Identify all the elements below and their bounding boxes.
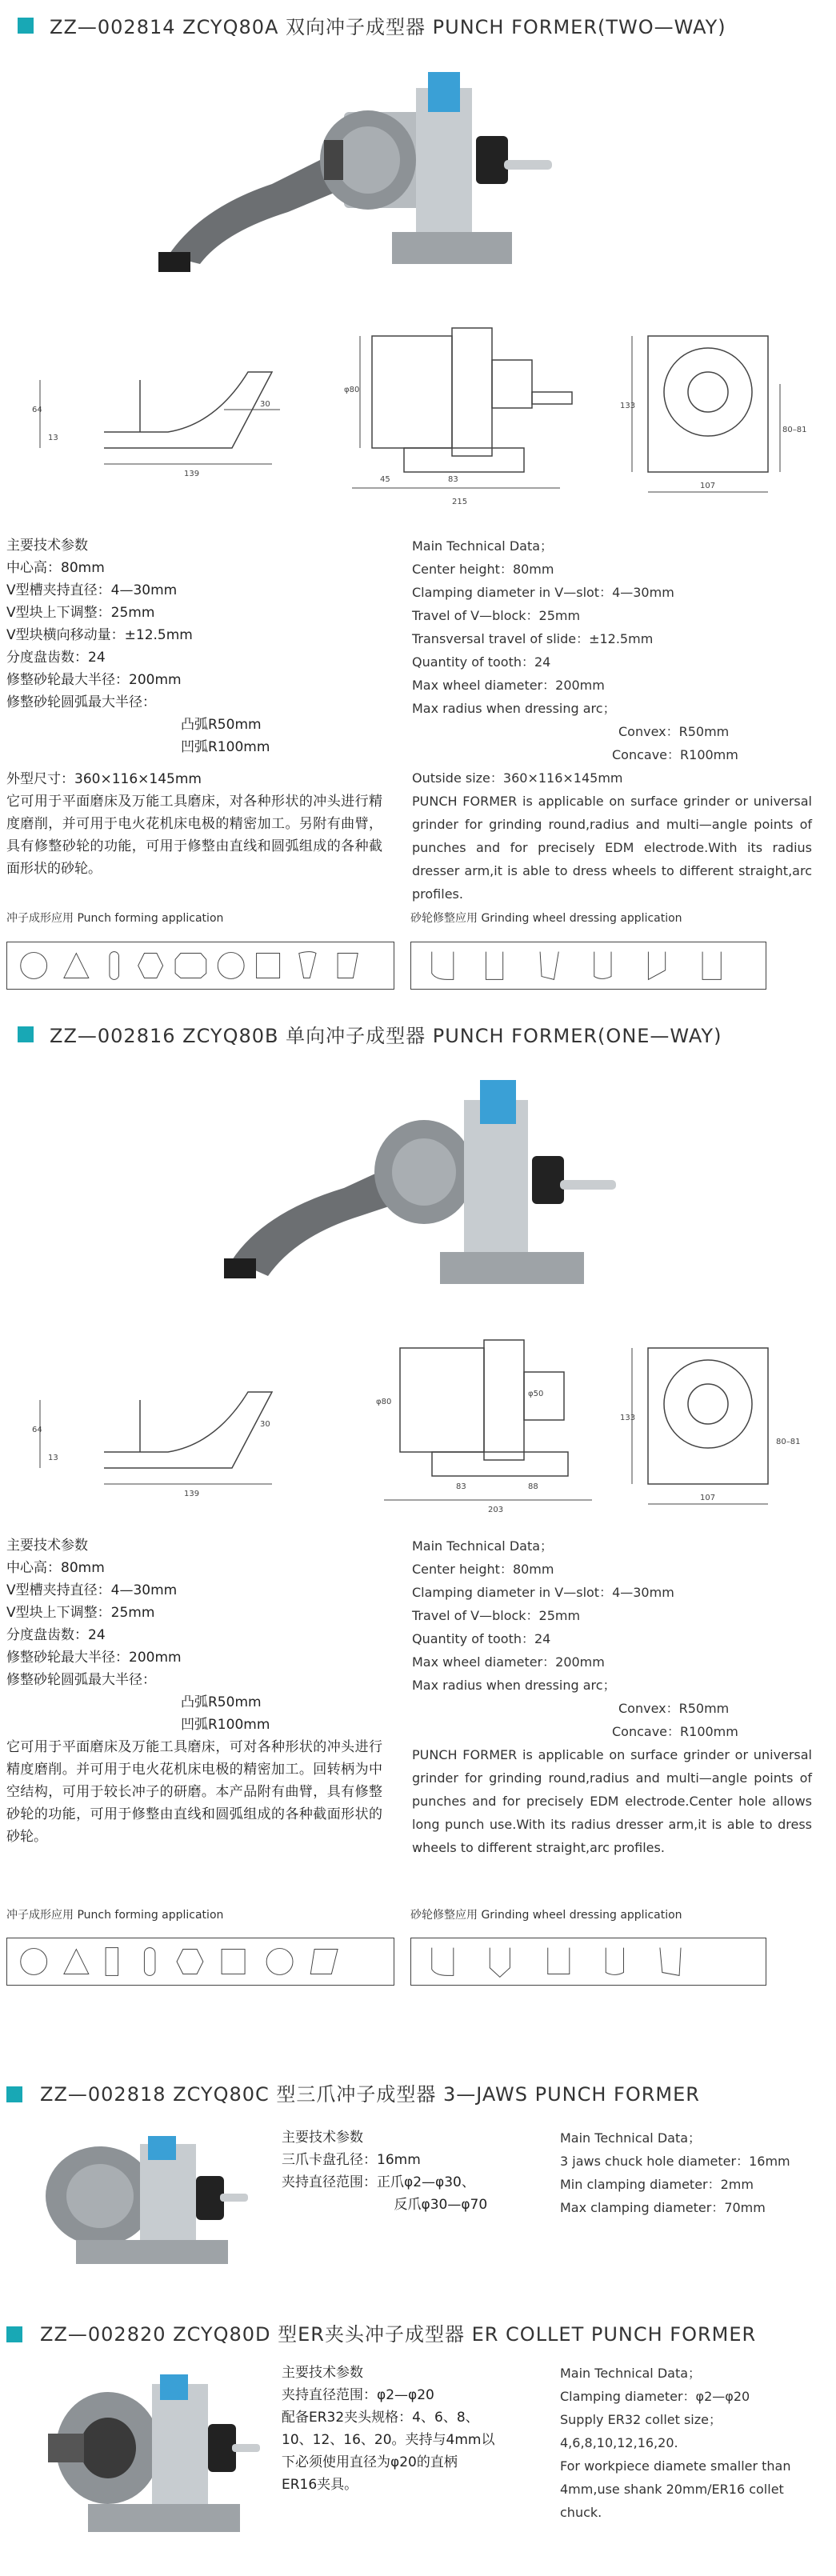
end-view-drawing	[616, 312, 807, 512]
spec-line: 修整砂轮圆弧最大半径：	[6, 694, 156, 710]
spec-line: V型块上下调整：25mm	[6, 605, 155, 621]
spec-line: 凹弧R100mm	[181, 739, 270, 755]
spec-line: 主要技术参数	[282, 2130, 363, 2146]
punch-shape-icon	[266, 1949, 293, 1975]
spec-line: Clamping diameter in V—slot：4—30mm	[412, 585, 674, 600]
side-view-drawing	[32, 320, 296, 480]
tech-data-cn	[6, 534, 382, 880]
punch-shape-icon	[110, 952, 119, 980]
spec-line: 10、12、16、20。夹持与4mm以	[282, 2432, 495, 2448]
dim-label: 45	[380, 475, 390, 484]
side-view-drawing	[32, 1348, 296, 1508]
spec-line: Quantity of tooth：24	[412, 654, 551, 670]
spec-line: Max wheel diameter：200mm	[412, 678, 605, 693]
dim-label: 80–81	[776, 1438, 801, 1446]
section-marker	[18, 18, 34, 34]
punch-shape-icon	[310, 1950, 338, 1974]
spec-line: Center height：80mm	[412, 562, 554, 577]
spec-line: 分度盘齿数：24	[6, 1627, 106, 1643]
punch-shape-icon	[138, 954, 163, 978]
spec-line: Travel of V—block：25mm	[412, 1608, 581, 1623]
section-marker	[6, 2326, 22, 2342]
wheel-profile-icon	[660, 1948, 681, 1976]
wheel-profile-icon	[702, 952, 721, 980]
spec-line: 夹持直径范围：正爪φ2—φ30、	[282, 2174, 475, 2190]
punch-former-photo	[224, 1068, 640, 1292]
wheel-profile-icon	[540, 952, 558, 980]
section-title: ZZ—002820 ZCYQ80D 型ER夹头冲子成型器 ER COLLET PUNCH FORMER	[40, 2323, 757, 2346]
punch-shapes-strip	[6, 1938, 394, 1986]
spec-line: 修整砂轮最大半径：200mm	[6, 672, 182, 688]
spec-line: For workpiece diamete smaller than	[560, 2458, 791, 2474]
dim-label: 80–81	[782, 426, 807, 434]
punch-application-label: 冲子成形应用 Punch forming application	[6, 1909, 224, 1922]
punch-shape-icon	[299, 952, 316, 978]
spec-line: 凹弧R100mm	[181, 1717, 270, 1733]
dim-label: 30	[260, 1420, 270, 1429]
spec-line: Convex：R50mm	[618, 1701, 730, 1716]
punch-shape-icon	[64, 954, 89, 978]
wheel-profile-icon	[490, 1948, 510, 1978]
spec-line: V型块上下调整：25mm	[6, 1605, 155, 1621]
dim-label: 13	[48, 1454, 58, 1462]
spec-line: Main Technical Data；	[412, 538, 554, 554]
punch-shape-icon	[257, 954, 280, 978]
punch-shape-icon	[338, 954, 358, 978]
spec-line: 三爪卡盘孔径：16mm	[282, 2152, 421, 2168]
wheel-profile-icon	[606, 1948, 623, 1975]
spec-line: 凸弧R50mm	[181, 1694, 262, 1710]
dim-label: φ80	[344, 386, 360, 394]
spec-line: Max clamping diameter：70mm	[560, 2200, 766, 2215]
punch-shape-icon	[21, 1949, 47, 1975]
spec-line: Quantity of tooth：24	[412, 1631, 551, 1646]
wheel-application-label: 砂轮修整应用 Grinding wheel dressing application	[410, 912, 682, 925]
punch-shape-icon	[177, 1950, 203, 1974]
section-marker	[18, 1026, 34, 1042]
punch-shape-icon	[144, 1948, 155, 1976]
description-en: PUNCH FORMER is applicable on surface grinder or universal grinder for grinding round,radius and multi—angle points of punches and for precisely EDM electrode.With its radius dresser arm,it is able to dress wheels to different straight,arc profiles.	[412, 794, 812, 902]
dim-label: 88	[528, 1482, 538, 1491]
spec-line: Supply ER32 collet size；	[560, 2412, 722, 2427]
tech-data-cn	[282, 2126, 554, 2216]
dim-label: 107	[700, 482, 716, 490]
end-view-drawing	[616, 1332, 800, 1516]
dim-label: 64	[32, 1426, 42, 1434]
spec-line: 夹持直径范围：φ2—φ20	[282, 2387, 434, 2403]
spec-line: 凸弧R50mm	[181, 717, 262, 733]
wheel-profiles-strip	[410, 1938, 766, 1986]
wheel-profiles-strip	[410, 942, 766, 990]
tech-data-en	[560, 2126, 832, 2219]
dim-label: 203	[488, 1506, 504, 1514]
front-view-drawing	[368, 1332, 608, 1516]
spec-line: 3 jaws chuck hole diameter：16mm	[560, 2154, 790, 2169]
dim-label: 139	[184, 470, 200, 478]
wheel-profile-icon	[648, 952, 665, 980]
spec-line: Main Technical Data；	[412, 1538, 554, 1554]
wheel-profile-icon	[594, 952, 611, 979]
wheel-profile-icon	[486, 952, 502, 980]
tech-data-en	[412, 534, 812, 906]
spec-line: 配备ER32夹头规格：4、6、8、	[282, 2410, 479, 2426]
spec-line: Clamping diameter：φ2—φ20	[560, 2389, 750, 2404]
dim-label: 215	[452, 498, 468, 506]
wheel-profile-icon	[548, 1948, 570, 1974]
spec-line: V型槽夹持直径：4—30mm	[6, 1582, 178, 1598]
punch-former-photo	[32, 2360, 264, 2536]
spec-line: 外型尺寸：360×116×145mm	[6, 771, 202, 787]
spec-line: Concave：R100mm	[612, 1724, 738, 1739]
punch-shapes-strip	[6, 942, 394, 990]
section-title: ZZ—002818 ZCYQ80C 型三爪冲子成型器 3—JAWS PUNCH FORMER	[40, 2083, 700, 2106]
section-title: ZZ—002816 ZCYQ80B 单向冲子成型器 PUNCH FORMER(ONE—WAY)	[50, 1025, 722, 1047]
spec-line: V型槽夹持直径：4—30mm	[6, 582, 178, 598]
spec-line: Main Technical Data；	[560, 2130, 702, 2146]
spec-line: 反爪φ30—φ70	[282, 2197, 488, 2213]
dim-label: 64	[32, 406, 42, 414]
punch-former-photo	[152, 72, 600, 272]
spec-line: Max wheel diameter：200mm	[412, 1654, 605, 1670]
spec-line: Transversal travel of slide：±12.5mm	[412, 631, 654, 646]
dim-label: 83	[448, 475, 458, 484]
wheel-profile-icon	[432, 952, 454, 980]
dim-label: 139	[184, 1490, 200, 1498]
spec-line: Concave：R100mm	[612, 747, 738, 762]
punch-shape-icon	[106, 1948, 118, 1976]
spec-line: 中心高：80mm	[6, 1560, 105, 1576]
punch-shape-icon	[175, 954, 206, 978]
spec-line: 中心高：80mm	[6, 560, 105, 576]
section-marker	[6, 2086, 22, 2102]
description-en: PUNCH FORMER is applicable on surface grinder or universal grinder for grinding round,radius and multi—angle points of punches and for precisely EDM electrode.Center hole allows long punch use.With its radius dresser arm,it is able to dress wheels to different straight,arc profiles.	[412, 1747, 812, 1855]
spec-line: Outside size：360×116×145mm	[412, 770, 623, 786]
dim-label: 133	[620, 402, 636, 410]
spec-line: Max radius when dressing arc；	[412, 701, 616, 716]
description-cn: 它可用于平面磨床及万能工具磨床，对各种形状的冲头进行精度磨削，并可用于电火花机床电极的精密加工。另附有曲臂，具有修整砂轮的功能，可用于修整由直线和圆弧组成的各种截面形状的砂轮。	[6, 794, 382, 877]
punch-shape-icon	[218, 953, 244, 979]
spec-line: Center height：80mm	[412, 1562, 554, 1577]
tech-data-cn	[282, 2362, 554, 2496]
spec-line: Convex：R50mm	[618, 724, 730, 739]
spec-line: ER16夹具。	[282, 2477, 358, 2493]
punch-shape-icon	[222, 1950, 245, 1974]
spec-line: chuck.	[560, 2505, 602, 2520]
dim-label: φ50	[528, 1390, 544, 1398]
spec-line: 修整砂轮圆弧最大半径：	[6, 1672, 156, 1688]
spec-line: Travel of V—block：25mm	[412, 608, 581, 623]
spec-line: 分度盘齿数：24	[6, 650, 106, 666]
spec-line: 4mm,use shank 20mm/ER16 collet	[560, 2482, 784, 2497]
spec-line: V型块横向移动量：±12.5mm	[6, 627, 193, 643]
punch-shape-icon	[21, 953, 47, 979]
spec-line: Min clamping diameter：2mm	[560, 2177, 754, 2192]
tech-data-en	[560, 2362, 832, 2524]
spec-line: Main Technical Data；	[560, 2366, 702, 2381]
dim-label: 30	[260, 400, 270, 409]
section-title: ZZ—002814 ZCYQ80A 双向冲子成型器 PUNCH FORMER(TWO—WAY)	[50, 16, 726, 38]
dim-label: φ80	[376, 1398, 392, 1406]
punch-shape-icon	[64, 1950, 89, 1974]
spec-line: Clamping diameter in V—slot：4—30mm	[412, 1585, 674, 1600]
spec-line: Max radius when dressing arc；	[412, 1678, 616, 1693]
spec-line: 修整砂轮最大半径：200mm	[6, 1650, 182, 1666]
dim-label: 133	[620, 1414, 636, 1422]
spec-line: 4,6,8,10,12,16,20.	[560, 2435, 678, 2450]
spec-line: 主要技术参数	[282, 2365, 363, 2381]
tech-data-cn	[6, 1534, 382, 1848]
front-view-drawing	[336, 312, 576, 512]
dim-label: 83	[456, 1482, 466, 1491]
punch-former-photo	[20, 2120, 252, 2268]
wheel-application-label: 砂轮修整应用 Grinding wheel dressing application	[410, 1909, 682, 1922]
spec-line: 主要技术参数	[6, 1538, 88, 1554]
spec-line: 主要技术参数	[6, 538, 88, 554]
description-cn: 它可用于平面磨床及万能工具磨床，可对各种形状的冲头进行精度磨削。并可用于电火花机床电极的精密加工。回转柄为中空结构，可用于较长冲子的研磨。本产品附有曲臂，具有修整砂轮的功能，可用于修整由直线和圆弧组成的各种截面形状的砂轮。	[6, 1739, 382, 1845]
spec-line: 下必须使用直径为φ20的直柄	[282, 2454, 458, 2470]
wheel-profile-icon	[432, 1948, 454, 1976]
dim-label: 13	[48, 434, 58, 442]
tech-data-en	[412, 1534, 812, 1859]
dim-label: 107	[700, 1494, 716, 1502]
punch-application-label: 冲子成形应用 Punch forming application	[6, 912, 224, 925]
